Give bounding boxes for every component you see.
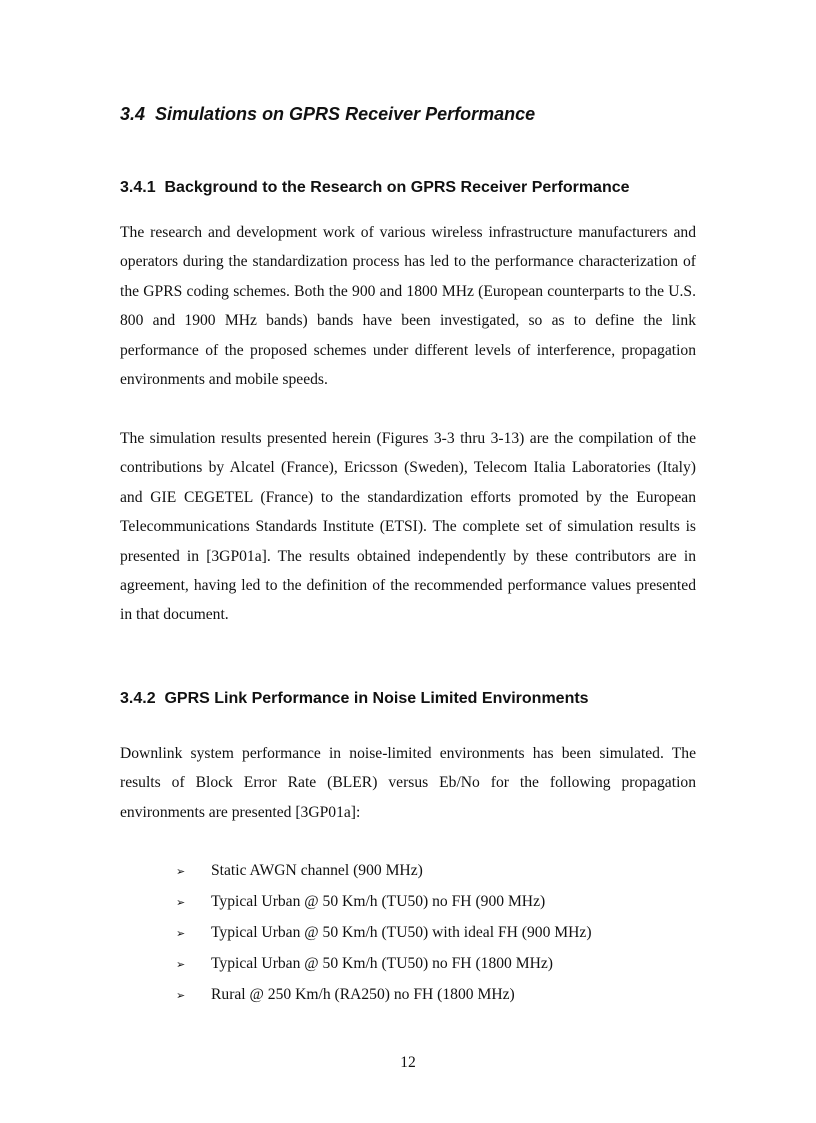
arrow-bullet-icon: ➢ xyxy=(176,927,186,940)
subsection-number: 3.4.2 xyxy=(120,690,156,707)
subsection-title: GPRS Link Performance in Noise Limited Environments xyxy=(164,690,589,707)
list-item xyxy=(176,856,592,887)
paragraph-background-2: The simulation results presented herein (Figures 3-3 thru 3-13) are the compilation of the contributions by Alcatel (France), Ericsson (Sweden), Telecom Italia Laboratories (Italy) and GIE CEGETEL (France) to the standardization efforts promoted by the European Telecommunications Standards Institute (ETSI). The complete set of simulation results is presented in [3GP01a]. The results obtained independently by these contributors are in agreement, having led to the definition of the recommended performance values presented in that document. xyxy=(120,430,696,624)
arrow-bullet-icon: ➢ xyxy=(176,989,186,1002)
section-number: 3.4 xyxy=(120,104,146,124)
list-item-text: Static AWGN channel (900 MHz) xyxy=(211,862,423,879)
arrow-bullet-icon: ➢ xyxy=(176,896,186,909)
list-item xyxy=(176,918,592,949)
arrow-bullet-icon: ➢ xyxy=(176,865,186,878)
list-item xyxy=(176,949,592,980)
subsection-number: 3.4.1 xyxy=(120,179,156,196)
subsection-title: Background to the Research on GPRS Receiver Performance xyxy=(164,179,630,196)
list-item-text: Typical Urban @ 50 Km/h (TU50) no FH (900 MHz) xyxy=(211,893,546,910)
page-number: 12 xyxy=(400,1054,416,1071)
list-item-text: Typical Urban @ 50 Km/h (TU50) with ideal FH (900 MHz) xyxy=(211,924,592,941)
paragraph-background-1: The research and development work of various wireless infrastructure manufacturers and operators during the standardization process has led to the performance characterization of the GPRS coding schemes. Both the 900 and 1800 MHz (European counterparts to the U.S. 800 and 1900 MHz bands) bands have been investigated, so as to define the link performance of the proposed schemes under different levels of interference, propagation environments and mobile speeds. xyxy=(120,224,696,389)
paragraph-noise-limited: Downlink system performance in noise-limited environments has been simulated. The results of Block Error Rate (BLER) versus Eb/No for the following propagation environments are presented [3GP01a]: xyxy=(120,745,696,821)
list-item xyxy=(176,980,592,1011)
environment-list xyxy=(176,856,592,1011)
list-item xyxy=(176,887,592,918)
section-heading xyxy=(120,100,720,128)
subsection-heading-background xyxy=(120,175,720,201)
arrow-bullet-icon: ➢ xyxy=(176,958,186,971)
list-item-text: Rural @ 250 Km/h (RA250) no FH (1800 MHz) xyxy=(211,986,515,1003)
list-item-text: Typical Urban @ 50 Km/h (TU50) no FH (1800 MHz) xyxy=(211,955,553,972)
section-title: Simulations on GPRS Receiver Performance xyxy=(155,104,536,124)
subsection-heading-noise-limited xyxy=(120,686,720,712)
